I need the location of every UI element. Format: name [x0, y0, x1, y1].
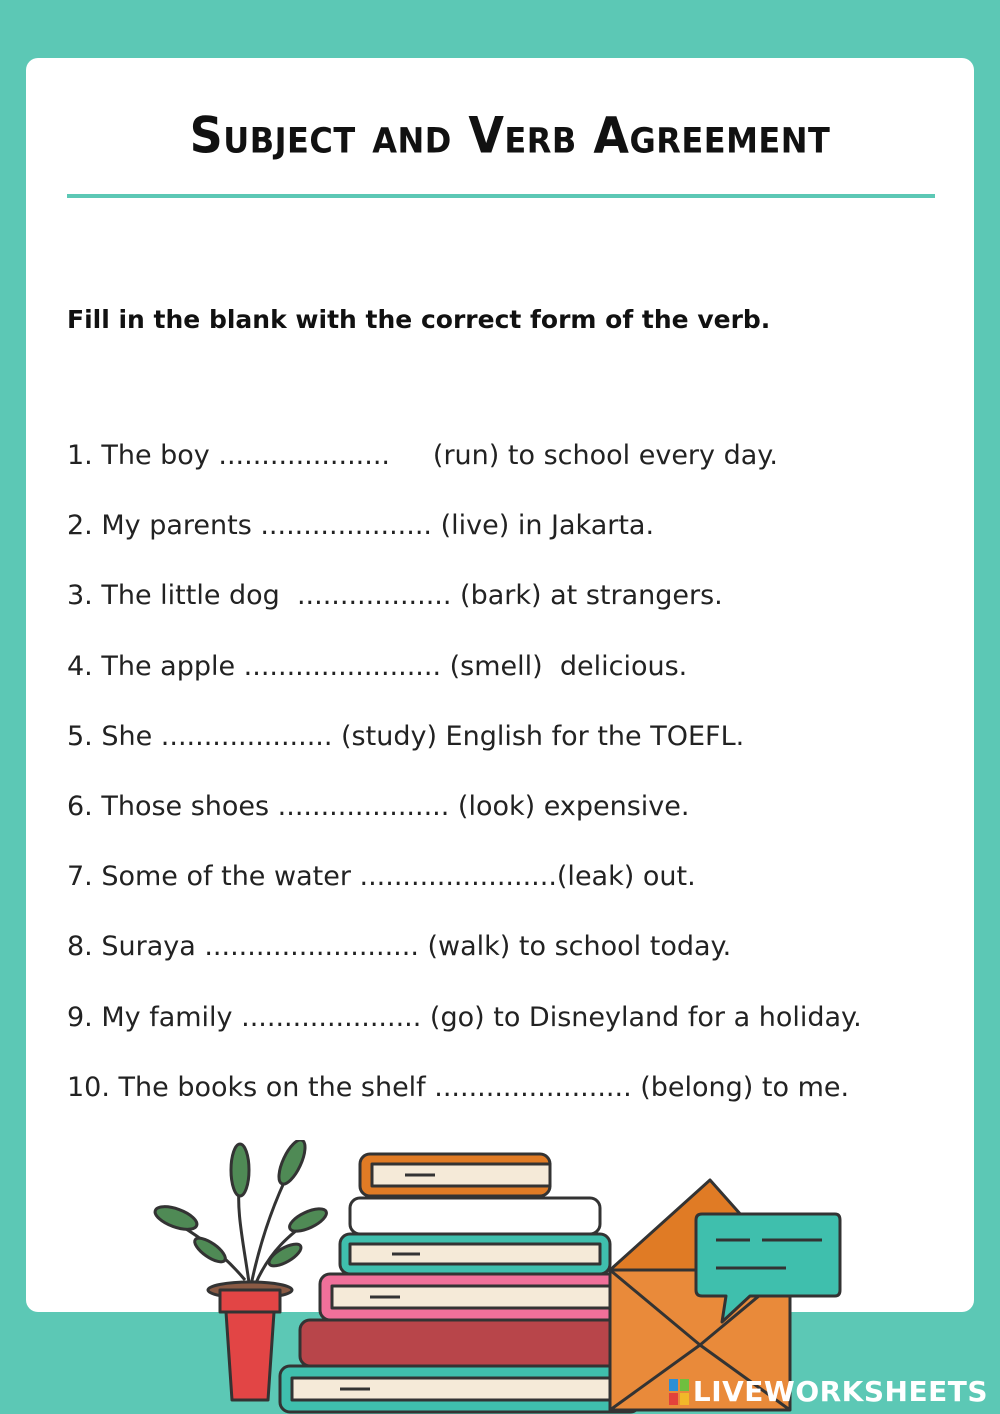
exercise-item-5[interactable]: 5. She .................... (study) English for the TOEFL.: [67, 720, 745, 752]
brand-logo: [669, 1375, 988, 1408]
exercise-item-9[interactable]: 9. My family ..................... (go) to Disneyland for a holiday.: [67, 1001, 862, 1033]
exercise-item-7[interactable]: 7. Some of the water .......................(leak) out.: [67, 861, 696, 893]
exercise-item-3[interactable]: 3. The little dog .................. (bark) at strangers.: [67, 580, 723, 612]
title-divider: [67, 194, 935, 198]
exercise-item-10[interactable]: 10. The books on the shelf ....................... (belong) to me.: [67, 1071, 850, 1103]
brand-name: LIVEWORKSHEETS: [692, 1375, 988, 1408]
exercise-item-8[interactable]: 8. Suraya ......................... (walk) to school today.: [67, 931, 732, 963]
liveworksheets-logo-icon: [669, 1379, 689, 1405]
instruction-text: Fill in the blank with the correct form of the verb.: [67, 305, 771, 334]
book-stack-icon: [280, 1154, 640, 1412]
illustration: [150, 1140, 870, 1414]
exercise-item-2[interactable]: 2. My parents .................... (live) in Jakarta.: [67, 510, 655, 542]
worksheet-title: Subject and Verb Agreement: [189, 105, 831, 165]
exercise-item-6[interactable]: 6. Those shoes .................... (look) expensive.: [67, 790, 690, 822]
exercise-item-4[interactable]: 4. The apple ....................... (smell) delicious.: [67, 650, 688, 682]
exercise-list: [67, 438, 947, 1140]
exercise-item-1[interactable]: 1. The boy .................... (run) to school every day.: [67, 440, 778, 471]
